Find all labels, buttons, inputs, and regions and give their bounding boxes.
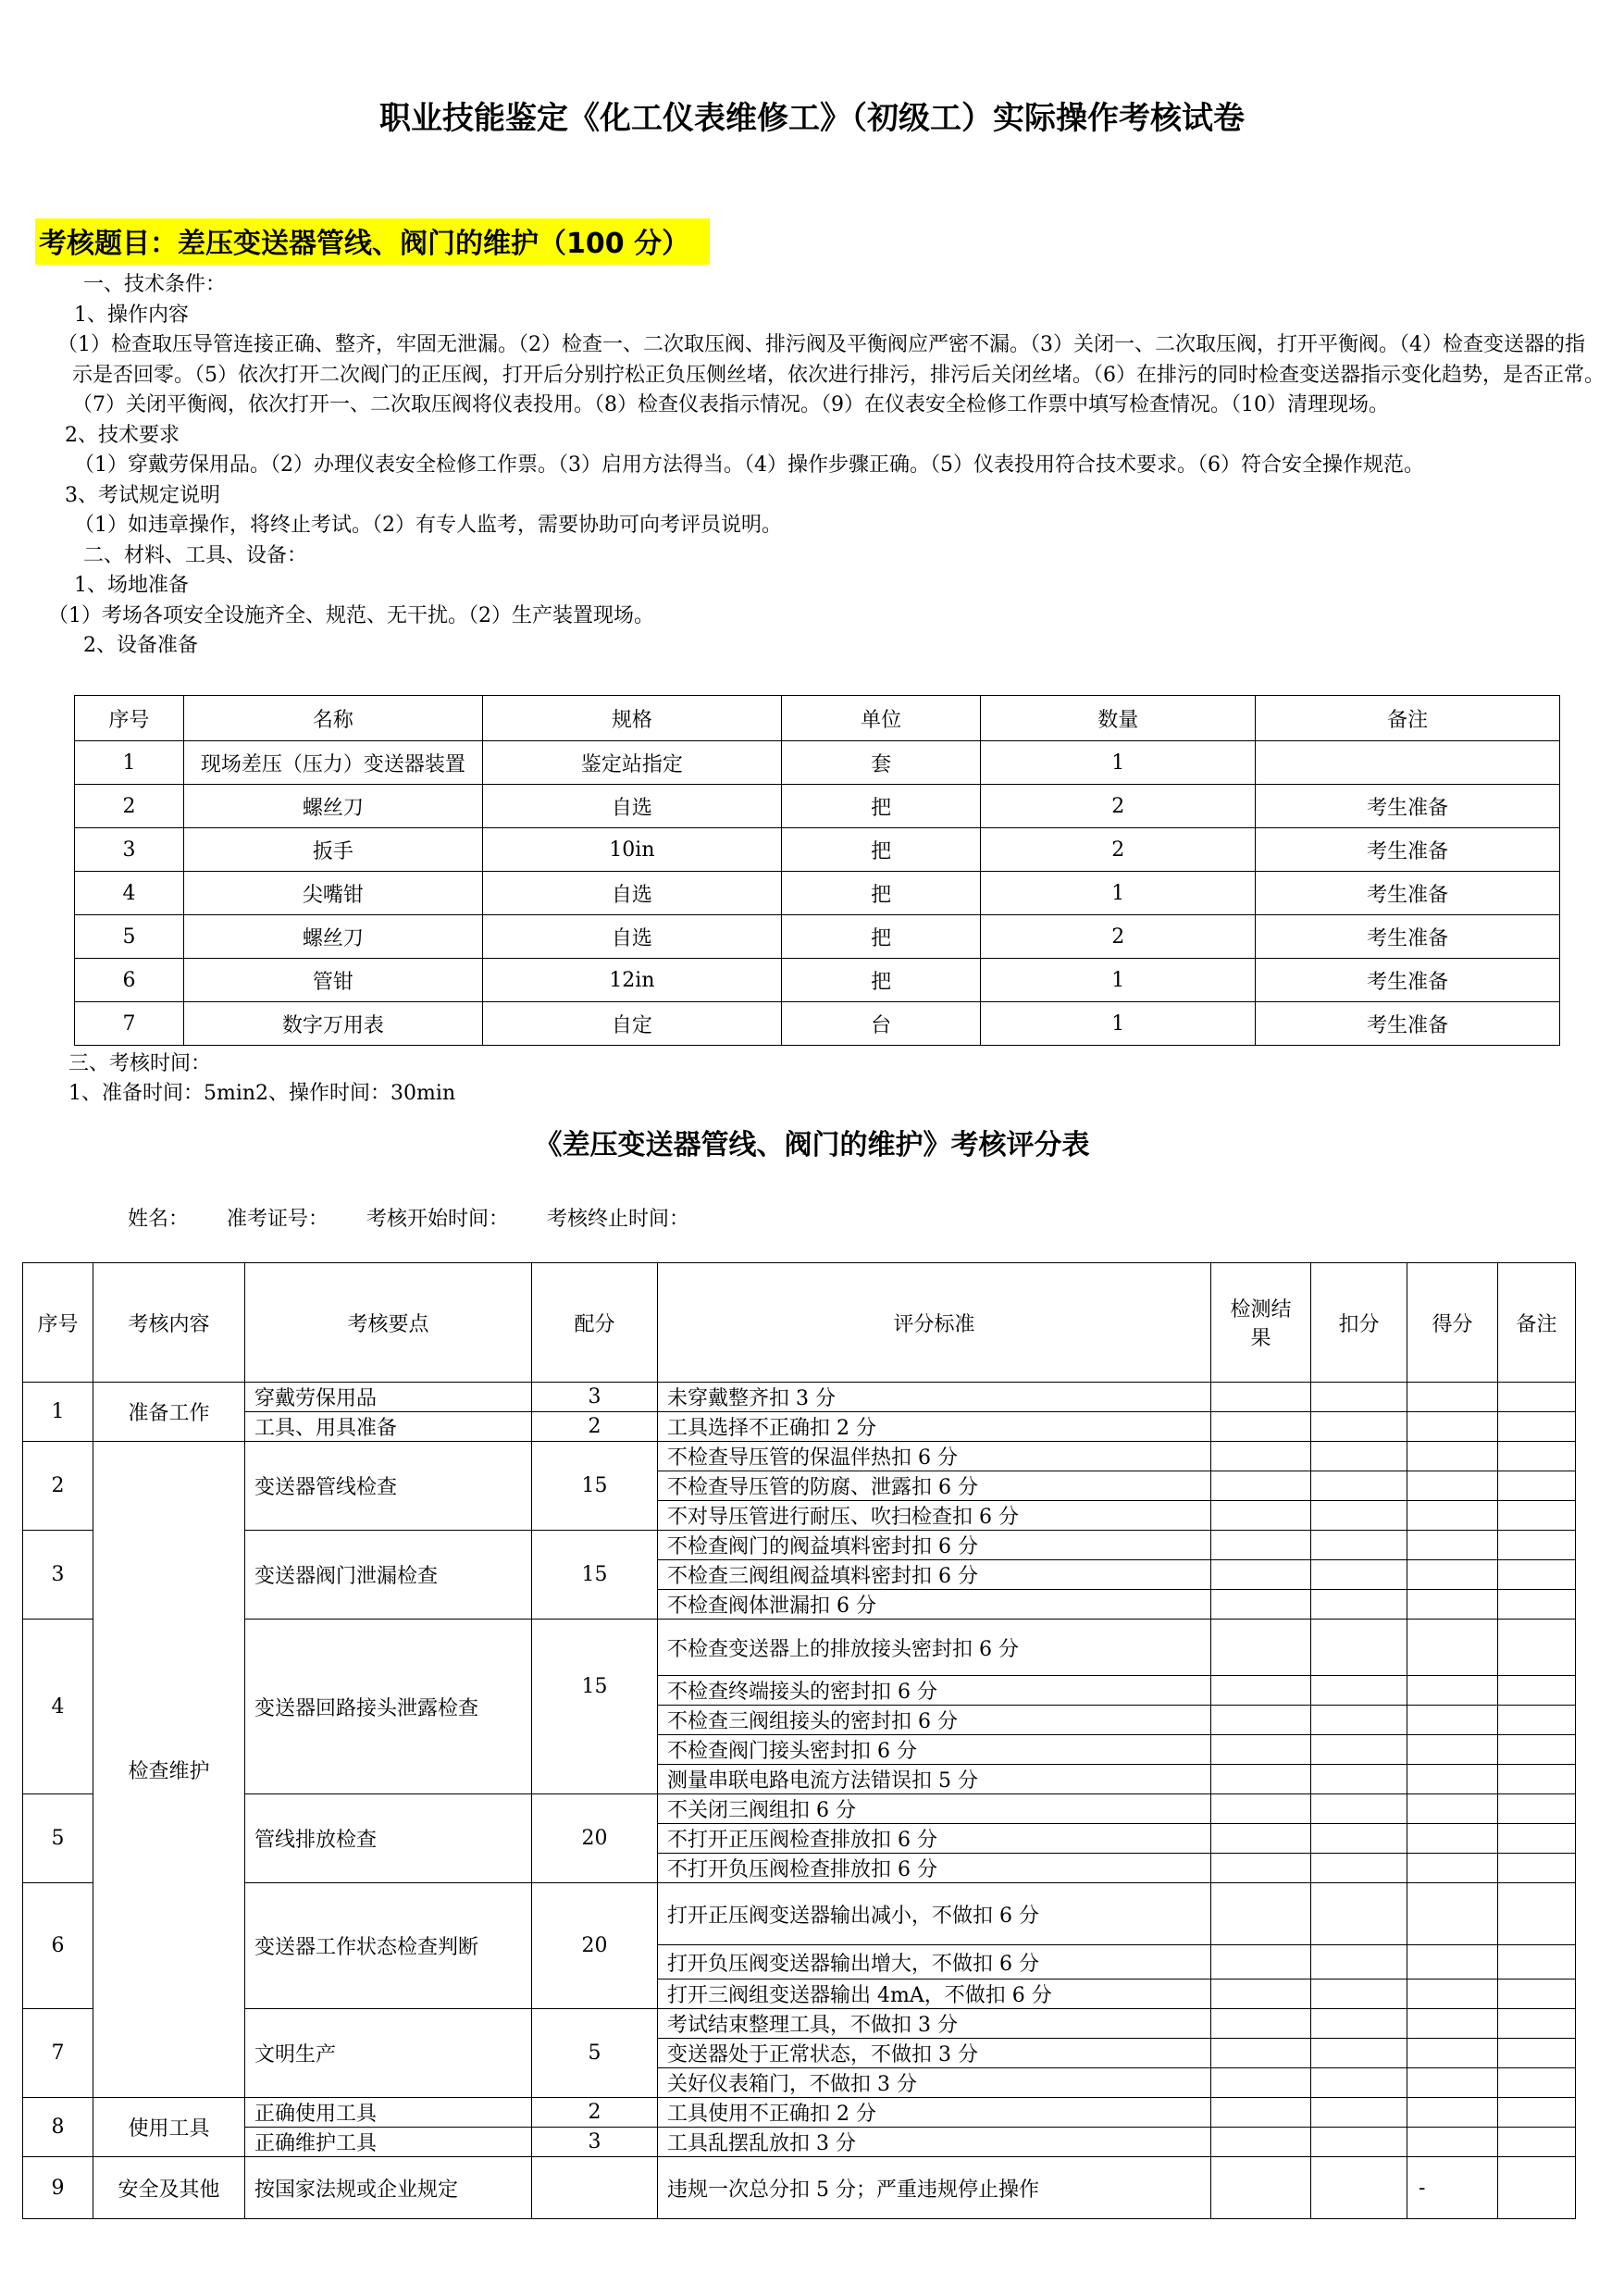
- remark-cell: [1498, 2009, 1576, 2039]
- criteria-cell: 不检查阀体泄漏扣 6 分: [658, 1590, 1211, 1620]
- criteria-cell: 不检查导压管的保温伴热扣 6 分: [658, 1442, 1211, 1471]
- equipment-cell: [1256, 741, 1560, 785]
- equipment-cell: 3: [75, 828, 184, 872]
- deduction-cell: [1311, 1735, 1407, 1765]
- equipment-cell: 尖嘴钳: [183, 872, 482, 915]
- equipment-row: [75, 872, 1560, 915]
- score-cell: [1407, 1980, 1498, 2009]
- result-cell: [1211, 1590, 1311, 1620]
- equipment-header-cell: 数量: [981, 696, 1256, 741]
- equipment-cell: 7: [75, 1002, 184, 1046]
- result-cell: [1211, 2098, 1311, 2128]
- score-cell: [1407, 1501, 1498, 1531]
- marks-cell: 5: [532, 2009, 658, 2098]
- assessment-point: 变送器管线检查: [245, 1442, 532, 1531]
- criteria-cell: 工具乱摆乱放扣 3 分: [658, 2128, 1211, 2157]
- equipment-table: [74, 695, 1560, 1046]
- equipment-cell: 数字万用表: [183, 1002, 482, 1046]
- equipment-row: [75, 1002, 1560, 1046]
- equipment-header-row: [75, 696, 1560, 741]
- result-cell: [1211, 1945, 1311, 1980]
- exam-time-text: 1、准备时间：5min2、操作时间：30min: [68, 1082, 456, 1105]
- equipment-cell: 考生准备: [1256, 872, 1560, 915]
- score-header-cell: 得分: [1407, 1263, 1498, 1383]
- deduction-cell: [1311, 1501, 1407, 1531]
- equipment-cell: 把: [781, 872, 980, 915]
- deduction-cell: [1311, 2098, 1407, 2128]
- assessment-point: 正确使用工具: [245, 2098, 532, 2128]
- equipment-row: [75, 959, 1560, 1002]
- score-cell: [1407, 1471, 1498, 1501]
- score-cell: [1407, 1883, 1498, 1945]
- equipment-cell: 5: [75, 915, 184, 959]
- result-cell: [1211, 1980, 1311, 2009]
- result-cell: [1211, 2039, 1311, 2068]
- marks-cell: 20: [532, 1794, 658, 1883]
- criteria-cell: 测量串联电路电流方法错误扣 5 分: [658, 1765, 1211, 1794]
- equipment-cell: 2: [75, 785, 184, 828]
- remark-cell: [1498, 1412, 1576, 1442]
- result-cell: [1211, 1883, 1311, 1945]
- section-1-1-heading: 1、操作内容: [74, 303, 189, 327]
- table-row: [23, 1383, 1576, 1412]
- criteria-cell: 打开三阀组变送器输出 4mA，不做扣 6 分: [658, 1980, 1211, 2009]
- criteria-cell: 不关闭三阀组扣 6 分: [658, 1794, 1211, 1824]
- conditions-section: [48, 270, 1605, 662]
- table-row: [23, 1794, 1576, 1824]
- score-cell: [1407, 1442, 1498, 1471]
- row-number: 5: [23, 1794, 93, 1883]
- remark-cell: [1498, 1824, 1576, 1854]
- criteria-cell: 不检查变送器上的排放接头密封扣 6 分: [658, 1620, 1211, 1676]
- score-table: [22, 1262, 1576, 2219]
- assessment-point: 按国家法规或企业规定: [245, 2157, 532, 2219]
- equipment-cell: 考生准备: [1256, 828, 1560, 872]
- table-row: [23, 2128, 1576, 2157]
- exam-rules-text: （1）如违章操作，将终止考试。（2）有专人监考，需要协助可向考评员说明。: [74, 514, 782, 537]
- score-cell: [1407, 1945, 1498, 1980]
- deduction-cell: [1311, 2157, 1407, 2219]
- topic-heading: 考核题目：差压变送器管线、阀门的维护（100 分）: [35, 218, 710, 265]
- equipment-cell: 1: [75, 741, 184, 785]
- deduction-cell: [1311, 2068, 1407, 2098]
- remark-cell: [1498, 1531, 1576, 1560]
- assessment-point: 正确维护工具: [245, 2128, 532, 2157]
- assessment-point: 文明生产: [245, 2009, 532, 2098]
- criteria-cell: 违规一次总分扣 5 分；严重违规停止操作: [658, 2157, 1211, 2219]
- result-cell: [1211, 1794, 1311, 1824]
- row-number: 1: [23, 1383, 93, 1442]
- remark-cell: [1498, 2157, 1576, 2219]
- equipment-cell: 现场差压（压力）变送器装置: [183, 741, 482, 785]
- equipment-row: [75, 915, 1560, 959]
- assessment-point: 工具、用具准备: [245, 1412, 532, 1442]
- remark-cell: [1498, 1706, 1576, 1735]
- remark-cell: [1498, 1945, 1576, 1980]
- criteria-cell: 未穿戴整齐扣 3 分: [658, 1383, 1211, 1412]
- assessment-point: 穿戴劳保用品: [245, 1383, 532, 1412]
- row-number: 6: [23, 1883, 93, 2009]
- score-cell: -: [1407, 2157, 1498, 2219]
- marks-cell: 2: [532, 1412, 658, 1442]
- score-header-cell: 序号: [23, 1263, 93, 1383]
- result-cell: [1211, 1765, 1311, 1794]
- remark-cell: [1498, 1620, 1576, 1676]
- result-cell: [1211, 1706, 1311, 1735]
- score-cell: [1407, 1620, 1498, 1676]
- table-row: [23, 1442, 1576, 1471]
- criteria-cell: 工具使用不正确扣 2 分: [658, 2098, 1211, 2128]
- equipment-header-cell: 单位: [781, 696, 980, 741]
- score-cell: [1407, 1765, 1498, 1794]
- equipment-header-cell: 规格: [482, 696, 781, 741]
- deduction-cell: [1311, 1383, 1407, 1412]
- equipment-cell: 2: [981, 785, 1256, 828]
- equipment-cell: 考生准备: [1256, 1002, 1560, 1046]
- ticket-label: 准考证号：: [227, 1208, 329, 1231]
- remark-cell: [1498, 1676, 1576, 1706]
- score-sheet-title: 《差压变送器管线、阀门的维护》考核评分表: [534, 1129, 1090, 1161]
- deduction-cell: [1311, 1531, 1407, 1560]
- equipment-cell: 考生准备: [1256, 785, 1560, 828]
- equipment-header-cell: 名称: [183, 696, 482, 741]
- marks-cell: 15: [532, 1620, 658, 1794]
- equipment-cell: 套: [781, 741, 980, 785]
- equipment-cell: 台: [781, 1002, 980, 1046]
- equipment-cell: 自选: [482, 872, 781, 915]
- table-row: [23, 2157, 1576, 2219]
- remark-cell: [1498, 2098, 1576, 2128]
- criteria-cell: 不对导压管进行耐压、吹扫检查扣 6 分: [658, 1501, 1211, 1531]
- equipment-cell: 螺丝刀: [183, 915, 482, 959]
- equipment-row: [75, 785, 1560, 828]
- marks-cell: 2: [532, 2098, 658, 2128]
- equipment-cell: 2: [981, 828, 1256, 872]
- equipment-cell: 1: [981, 1002, 1256, 1046]
- criteria-cell: 不检查三阀组阀益填料密封扣 6 分: [658, 1560, 1211, 1590]
- equipment-cell: 自选: [482, 785, 781, 828]
- equipment-cell: 2: [981, 915, 1256, 959]
- remark-cell: [1498, 1765, 1576, 1794]
- result-cell: [1211, 1620, 1311, 1676]
- table-row: [23, 1620, 1576, 1676]
- score-cell: [1407, 2009, 1498, 2039]
- remark-cell: [1498, 1980, 1576, 2009]
- equipment-cell: 把: [781, 915, 980, 959]
- criteria-cell: 不打开正压阀检查排放扣 6 分: [658, 1824, 1211, 1854]
- row-number: 4: [23, 1620, 93, 1794]
- remark-cell: [1498, 1854, 1576, 1883]
- equipment-cell: 1: [981, 959, 1256, 1002]
- result-cell: [1211, 1531, 1311, 1560]
- content-category: 使用工具: [93, 2098, 245, 2157]
- equipment-cell: 鉴定站指定: [482, 741, 781, 785]
- equipment-cell: 考生准备: [1256, 915, 1560, 959]
- criteria-cell: 不检查三阀组接头的密封扣 6 分: [658, 1706, 1211, 1735]
- equipment-row: [75, 828, 1560, 872]
- remark-cell: [1498, 1883, 1576, 1945]
- content-category: 检查维护: [93, 1442, 245, 2098]
- result-cell: [1211, 1501, 1311, 1531]
- result-cell: [1211, 1824, 1311, 1854]
- equipment-cell: 把: [781, 828, 980, 872]
- result-cell: [1211, 1383, 1311, 1412]
- result-cell: [1211, 1442, 1311, 1471]
- score-cell: [1407, 1824, 1498, 1854]
- end-time-label: 考核终止时间：: [547, 1208, 690, 1231]
- section-2-2-heading: 2、设备准备: [83, 634, 198, 657]
- criteria-cell: 不检查终端接头的密封扣 6 分: [658, 1676, 1211, 1706]
- score-cell: [1407, 1590, 1498, 1620]
- deduction-cell: [1311, 1560, 1407, 1590]
- table-row: [23, 2009, 1576, 2039]
- deduction-cell: [1311, 1676, 1407, 1706]
- deduction-cell: [1311, 1824, 1407, 1854]
- content-category: 安全及其他: [93, 2157, 245, 2219]
- score-cell: [1407, 1706, 1498, 1735]
- score-header-cell: 扣分: [1311, 1263, 1407, 1383]
- operation-content-text: （1）检查取压导管连接正确、整齐，牢固无泄漏。（2）检查一、二次取压阀、排污阀及平衡阀应严密不漏。（3）关闭一、二次取压阀，打开平衡阀。（4）检查变送器的指示是否回零。（5）依次打开二次阀门的正压阀，打开后分别拧松正负压侧丝堵，依次进行排污，排污后关闭丝堵。（6）在排污的同时检查变送器指示变化趋势，是否正常。（7）关闭平衡阀，依次打开一、二次取压阀将仪表投用。（8）检查仪表指示情况。（9）在仪表安全检修工作票中填写检查情况。（10）清理现场。: [57, 333, 1605, 416]
- row-number: 9: [23, 2157, 93, 2219]
- deduction-cell: [1311, 1412, 1407, 1442]
- score-cell: [1407, 2068, 1498, 2098]
- deduction-cell: [1311, 1590, 1407, 1620]
- result-cell: [1211, 1854, 1311, 1883]
- score-header-cell: 考核内容: [93, 1263, 245, 1383]
- deduction-cell: [1311, 2039, 1407, 2068]
- equipment-cell: 把: [781, 785, 980, 828]
- criteria-cell: 不检查导压管的防腐、泄露扣 6 分: [658, 1471, 1211, 1501]
- section-2-heading: 二、材料、工具、设备：: [83, 543, 308, 567]
- result-cell: [1211, 2128, 1311, 2157]
- score-cell: [1407, 1412, 1498, 1442]
- criteria-cell: 变送器处于正常状态，不做扣 3 分: [658, 2039, 1211, 2068]
- equipment-cell: 6: [75, 959, 184, 1002]
- deduction-cell: [1311, 1794, 1407, 1824]
- score-cell: [1407, 1794, 1498, 1824]
- deduction-cell: [1311, 2128, 1407, 2157]
- result-cell: [1211, 1676, 1311, 1706]
- technical-requirements-text: （1）穿戴劳保用品。（2）办理仪表安全检修工作票。（3）启用方法得当。（4）操作步骤正确。（5）仪表投用符合技术要求。（6）符合安全操作规范。: [74, 453, 1424, 477]
- criteria-cell: 考试结束整理工具，不做扣 3 分: [658, 2009, 1211, 2039]
- score-header-cell: 检测结果: [1211, 1263, 1311, 1383]
- equipment-cell: 螺丝刀: [183, 785, 482, 828]
- deduction-cell: [1311, 1945, 1407, 1980]
- content-category: 准备工作: [93, 1383, 245, 1442]
- score-cell: [1407, 1531, 1498, 1560]
- score-cell: [1407, 2098, 1498, 2128]
- section-2-1-heading: 1、场地准备: [74, 574, 189, 597]
- score-header-row: [23, 1263, 1576, 1383]
- equipment-cell: 管钳: [183, 959, 482, 1002]
- remark-cell: [1498, 1794, 1576, 1824]
- criteria-cell: 不检查阀门接头密封扣 6 分: [658, 1735, 1211, 1765]
- result-cell: [1211, 2009, 1311, 2039]
- table-row: [23, 1531, 1576, 1560]
- table-row: [23, 2098, 1576, 2128]
- score-header-cell: 考核要点: [245, 1263, 532, 1383]
- section-1-3-heading: 3、考试规定说明: [65, 483, 220, 507]
- assessment-point: 变送器工作状态检查判断: [245, 1883, 532, 2009]
- criteria-cell: 不打开负压阀检查排放扣 6 分: [658, 1854, 1211, 1883]
- equipment-cell: 12in: [482, 959, 781, 1002]
- assessment-point: 管线排放检查: [245, 1794, 532, 1883]
- assessment-point: 变送器阀门泄漏检查: [245, 1531, 532, 1620]
- result-cell: [1211, 2157, 1311, 2219]
- score-header-cell: 备注: [1498, 1263, 1576, 1383]
- marks-cell: 3: [532, 2128, 658, 2157]
- exam-time-section: [68, 1049, 455, 1109]
- table-row: [23, 1412, 1576, 1442]
- equipment-header-cell: 备注: [1256, 696, 1560, 741]
- criteria-cell: 不检查阀门的阀益填料密封扣 6 分: [658, 1531, 1211, 1560]
- remark-cell: [1498, 1735, 1576, 1765]
- row-number: 8: [23, 2098, 93, 2157]
- remark-cell: [1498, 2068, 1576, 2098]
- remark-cell: [1498, 1471, 1576, 1501]
- remark-cell: [1498, 1560, 1576, 1590]
- score-cell: [1407, 2039, 1498, 2068]
- remark-cell: [1498, 1590, 1576, 1620]
- remark-cell: [1498, 2128, 1576, 2157]
- deduction-cell: [1311, 1980, 1407, 2009]
- criteria-cell: 打开负压阀变送器输出增大，不做扣 6 分: [658, 1945, 1211, 1980]
- marks-cell: 20: [532, 1883, 658, 2009]
- section-3-heading: 三、考核时间：: [68, 1052, 212, 1075]
- deduction-cell: [1311, 1883, 1407, 1945]
- deduction-cell: [1311, 1854, 1407, 1883]
- row-number: 7: [23, 2009, 93, 2098]
- remark-cell: [1498, 1442, 1576, 1471]
- equipment-cell: 扳手: [183, 828, 482, 872]
- page-title: 职业技能鉴定《化工仪表维修工》（初级工）实际操作考核试卷: [379, 100, 1245, 137]
- equipment-row: [75, 741, 1560, 785]
- remark-cell: [1498, 1383, 1576, 1412]
- assessment-point: 变送器回路接头泄露检查: [245, 1620, 532, 1794]
- remark-cell: [1498, 1501, 1576, 1531]
- score-header-cell: 评分标准: [658, 1263, 1211, 1383]
- equipment-cell: 自定: [482, 1002, 781, 1046]
- marks-cell: 15: [532, 1531, 658, 1620]
- row-number: 2: [23, 1442, 93, 1531]
- name-label: 姓名：: [128, 1208, 190, 1231]
- result-cell: [1211, 2068, 1311, 2098]
- deduction-cell: [1311, 1442, 1407, 1471]
- remark-cell: [1498, 2039, 1576, 2068]
- marks-cell: [532, 2157, 658, 2219]
- equipment-cell: 1: [981, 872, 1256, 915]
- deduction-cell: [1311, 1765, 1407, 1794]
- score-cell: [1407, 1676, 1498, 1706]
- score-cell: [1407, 2128, 1498, 2157]
- equipment-cell: 10in: [482, 828, 781, 872]
- section-1-heading: 一、技术条件：: [83, 273, 227, 296]
- start-time-label: 考核开始时间：: [366, 1208, 510, 1231]
- result-cell: [1211, 1560, 1311, 1590]
- row-number: 3: [23, 1531, 93, 1620]
- equipment-cell: 1: [981, 741, 1256, 785]
- section-1-2-heading: 2、技术要求: [65, 423, 180, 447]
- score-cell: [1407, 1560, 1498, 1590]
- criteria-cell: 打开正压阀变送器输出减小，不做扣 6 分: [658, 1883, 1211, 1945]
- score-cell: [1407, 1383, 1498, 1412]
- table-row: [23, 1883, 1576, 1945]
- site-preparation-text: （1）考场各项安全设施齐全、规范、无干扰。（2）生产装置现场。: [48, 603, 654, 627]
- result-cell: [1211, 1412, 1311, 1442]
- deduction-cell: [1311, 1706, 1407, 1735]
- deduction-cell: [1311, 2009, 1407, 2039]
- deduction-cell: [1311, 1620, 1407, 1676]
- marks-cell: 15: [532, 1442, 658, 1531]
- criteria-cell: 工具选择不正确扣 2 分: [658, 1412, 1211, 1442]
- candidate-info-line: [128, 1203, 721, 1232]
- deduction-cell: [1311, 1471, 1407, 1501]
- result-cell: [1211, 1471, 1311, 1501]
- equipment-header-cell: 序号: [75, 696, 184, 741]
- marks-cell: 3: [532, 1383, 658, 1412]
- result-cell: [1211, 1735, 1311, 1765]
- score-header-cell: 配分: [532, 1263, 658, 1383]
- equipment-cell: 自选: [482, 915, 781, 959]
- score-cell: [1407, 1735, 1498, 1765]
- criteria-cell: 关好仪表箱门，不做扣 3 分: [658, 2068, 1211, 2098]
- equipment-cell: 4: [75, 872, 184, 915]
- equipment-cell: 考生准备: [1256, 959, 1560, 1002]
- equipment-cell: 把: [781, 959, 980, 1002]
- score-cell: [1407, 1854, 1498, 1883]
